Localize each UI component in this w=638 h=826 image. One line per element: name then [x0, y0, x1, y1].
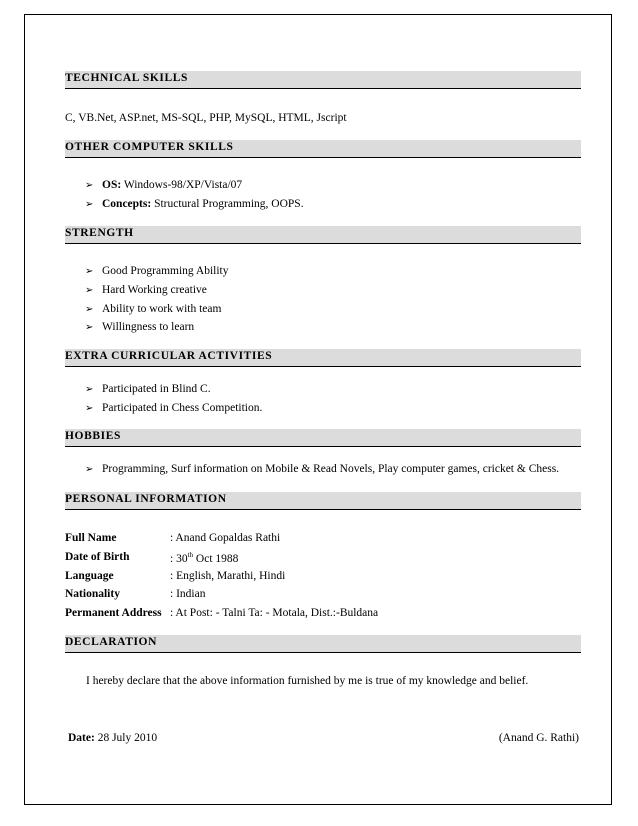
other-skill-label: Concepts:	[102, 198, 152, 210]
other-skill-value: Windows-98/XP/Vista/07	[121, 179, 243, 191]
dob-label: Date of Birth	[65, 551, 130, 563]
date-value: 28 July 2010	[94, 732, 158, 744]
language-label: Language	[65, 570, 114, 582]
other-skill-label: OS:	[102, 179, 122, 191]
strength-item: ➢ Ability to work with team	[85, 303, 222, 315]
other-skill-concepts	[85, 198, 304, 210]
arrow-bullet-icon: ➢	[85, 403, 94, 414]
section-extra-curricular	[65, 349, 581, 367]
section-title: OTHER COMPUTER SKILLS	[65, 141, 234, 153]
section-declaration	[65, 635, 581, 653]
strength-item: ➢ Good Programming Ability	[85, 265, 229, 277]
section-title: PERSONAL INFORMATION	[65, 493, 227, 505]
language-value: : English, Marathi, Hindi	[170, 570, 286, 582]
nationality-value: : Indian	[170, 588, 206, 600]
strength-item: ➢ Hard Working creative	[85, 284, 207, 296]
dob-value: : 30th Oct 1988	[170, 551, 239, 565]
arrow-bullet-icon: ➢	[85, 266, 94, 277]
full-name-label: Full Name	[65, 532, 117, 544]
date-label: Date:	[68, 732, 95, 744]
arrow-bullet-icon: ➢	[85, 464, 94, 475]
nationality-label: Nationality	[65, 588, 120, 600]
address-value: : At Post: - Talni Ta: - Motala, Dist.:-Buldana	[170, 607, 379, 619]
section-strength	[65, 226, 581, 244]
section-hobbies	[65, 429, 581, 447]
section-title: EXTRA CURRICULAR ACTIVITIES	[65, 350, 273, 362]
section-technical-skills	[65, 71, 581, 89]
section-title: STRENGTH	[65, 227, 134, 239]
arrow-bullet-icon: ➢	[85, 180, 94, 191]
date-line	[68, 732, 157, 744]
other-skill-os	[85, 179, 242, 191]
activity-item: ➢ Participated in Chess Competition.	[85, 402, 263, 414]
address-label: Permanent Address	[65, 607, 162, 619]
hobby-item: ➢ Programming, Surf information on Mobile & Read Novels, Play computer games, cricket & Chess.	[85, 463, 560, 475]
section-title: HOBBIES	[65, 430, 121, 442]
technical-skills-text: C, VB.Net, ASP.net, MS-SQL, PHP, MySQL, HTML, Jscript	[65, 112, 347, 124]
strength-item: ➢ Willingness to learn	[85, 321, 195, 333]
activity-item: ➢ Participated in Blind C.	[85, 383, 211, 395]
declaration-text: I hereby declare that the above information furnished by me is true of my knowledge and belief.	[86, 675, 529, 687]
section-title: DECLARATION	[65, 636, 158, 648]
full-name-value: : Anand Gopaldas Rathi	[170, 532, 281, 544]
arrow-bullet-icon: ➢	[85, 304, 94, 315]
signature: (Anand G. Rathi)	[498, 732, 579, 744]
other-skill-value: Structural Programming, OOPS.	[151, 198, 304, 210]
arrow-bullet-icon: ➢	[85, 384, 94, 395]
arrow-bullet-icon: ➢	[85, 322, 94, 333]
arrow-bullet-icon: ➢	[85, 199, 94, 210]
section-other-skills	[65, 140, 581, 158]
section-title: TECHNICAL SKILLS	[65, 72, 189, 84]
section-personal-info	[65, 492, 581, 510]
arrow-bullet-icon: ➢	[85, 285, 94, 296]
